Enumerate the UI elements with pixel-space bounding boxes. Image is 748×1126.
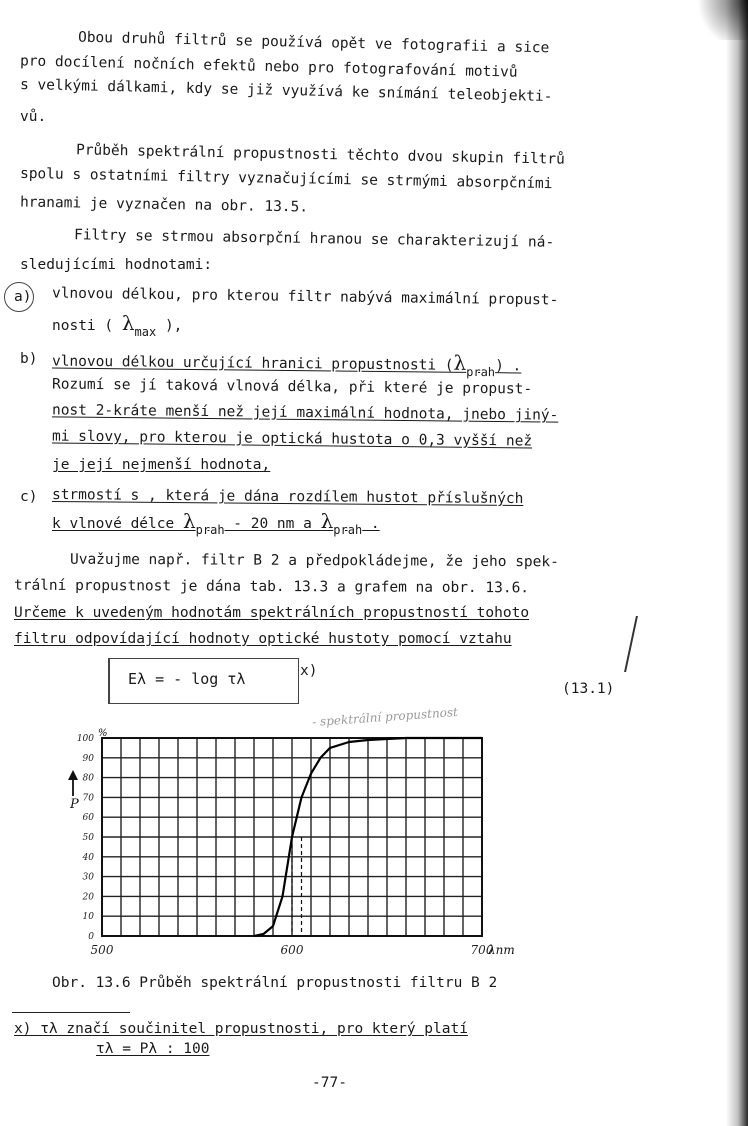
item-b-line-1: vlnovou délkou určující hranici propustnosti $(\lambda_{prah})$ . <box>51 350 522 380</box>
y-axis-unit: % <box>98 728 108 739</box>
paragraph-4-line-1: Uvažujme např. filtr B 2 a předpokládejme, že jeho spek- <box>69 551 559 571</box>
equation-number: (13.1) <box>562 681 615 697</box>
paragraph-3-line-2: sledujícími hodnotami: <box>20 257 213 273</box>
y-tick-label: 30 <box>82 872 94 883</box>
handwritten-note: - spektrální propustnost <box>311 704 459 730</box>
figure-caption: Obr. 13.6 Průběh spektrální propustnosti filtru B 2 <box>52 975 498 991</box>
y-tick-label: 20 <box>82 892 94 903</box>
y-tick-label: 60 <box>82 813 94 824</box>
footnote-line-1: x) τλ značí součinitel propustnosti, pro který platí <box>14 1021 468 1037</box>
x-tick-label: 700 <box>470 943 494 957</box>
paragraph-3-line-1: Filtry se strmou absorpční hranou se charakterizují ná- <box>73 227 555 251</box>
chart-guide-lines <box>292 837 302 936</box>
y-tick-label: 0 <box>88 932 94 942</box>
y-axis-arrowhead <box>68 770 78 780</box>
item-b-line-5: je její nejmenší hodnota, <box>52 457 271 473</box>
paragraph-2-line-3: hranami je vyznačen na obr. 13.5. <box>19 194 309 216</box>
item-c-line-1: strmostí s , která je dána rozdílem hustot příslušných <box>51 486 524 508</box>
item-b-line-4: mi slovy, pro kterou je optická hustota o 0,3 vyšší než <box>51 428 533 450</box>
item-a-line-2: nosti ( $\lambda_{max}$ ), <box>52 311 183 339</box>
y-axis-label: P <box>70 797 79 812</box>
paragraph-1-line-2: pro docílení nočních efektů nebo pro fotografování motivů <box>19 53 518 81</box>
transmission-chart <box>62 720 515 960</box>
paragraph-1-line-1: Obou druhů filtrů se používá opět ve fotografii a sice <box>77 29 550 57</box>
corner-shadow <box>688 0 748 40</box>
x-axis-label: λnm <box>488 943 515 957</box>
paragraph-4-line-3: Určeme k uvedeným hodnotám spektrálních propustností tohoto <box>14 605 530 621</box>
x-tick-label: 500 <box>90 943 114 957</box>
y-tick-label: 100 <box>76 734 94 744</box>
item-c-line-2: k vlnové délce $\lambda_{prah} - 20$ nm a $\lambda_{prah}$ . <box>52 509 380 537</box>
paragraph-1-line-3: s velkými dálkami, kdy se již využívá ke snímání teleobjekti- <box>19 76 553 106</box>
paragraph-4-line-2: trální propustnost je dána tab. 13.3 a grafem na obr. 13.6. <box>13 577 530 597</box>
paragraph-2-line-1: Průběh spektrální propustnosti těchto dvou skupin filtrů <box>75 142 565 168</box>
paragraph-1-line-4: vů. <box>20 109 47 125</box>
formula-footnote-mark: x) <box>300 663 318 679</box>
y-tick-label: 70 <box>82 793 94 804</box>
item-c-label: c) <box>20 489 38 505</box>
footnote-line-2: τλ = Pλ : 100 <box>96 1041 210 1057</box>
page-number: -77- <box>312 1075 347 1091</box>
item-b-line-3: nost 2-kráte menší než její maximální hodnota, jnebo jiný- <box>51 402 559 424</box>
item-a-label: a) <box>14 289 32 305</box>
y-tick-label: 40 <box>82 852 94 863</box>
item-b-line-2: Rozumí se jí taková vlnová délka, při které je propust- <box>51 376 533 398</box>
formula: Eλ = - log τλ <box>128 670 246 688</box>
y-tick-label: 80 <box>82 773 94 784</box>
footnote-rule <box>12 1012 130 1013</box>
item-a-line-1: vlnovou délkou, pro kterou filtr nabývá maximální propust- <box>51 285 559 309</box>
item-b-label: b) <box>20 351 38 367</box>
y-tick-label: 10 <box>82 912 94 923</box>
paragraph-4-line-4: filtru odpovídající hodnoty optické hustoty pomocí vztahu <box>14 631 512 647</box>
y-tick-label: 90 <box>82 753 94 764</box>
page-edge-shadow <box>726 0 748 1126</box>
margin-pencil-mark <box>624 616 662 672</box>
x-tick-label: 600 <box>280 943 304 957</box>
paragraph-2-line-2: spolu s ostatními filtry vyznačujícími se strmými absorpčními <box>19 165 553 193</box>
y-tick-label: 50 <box>82 833 94 843</box>
